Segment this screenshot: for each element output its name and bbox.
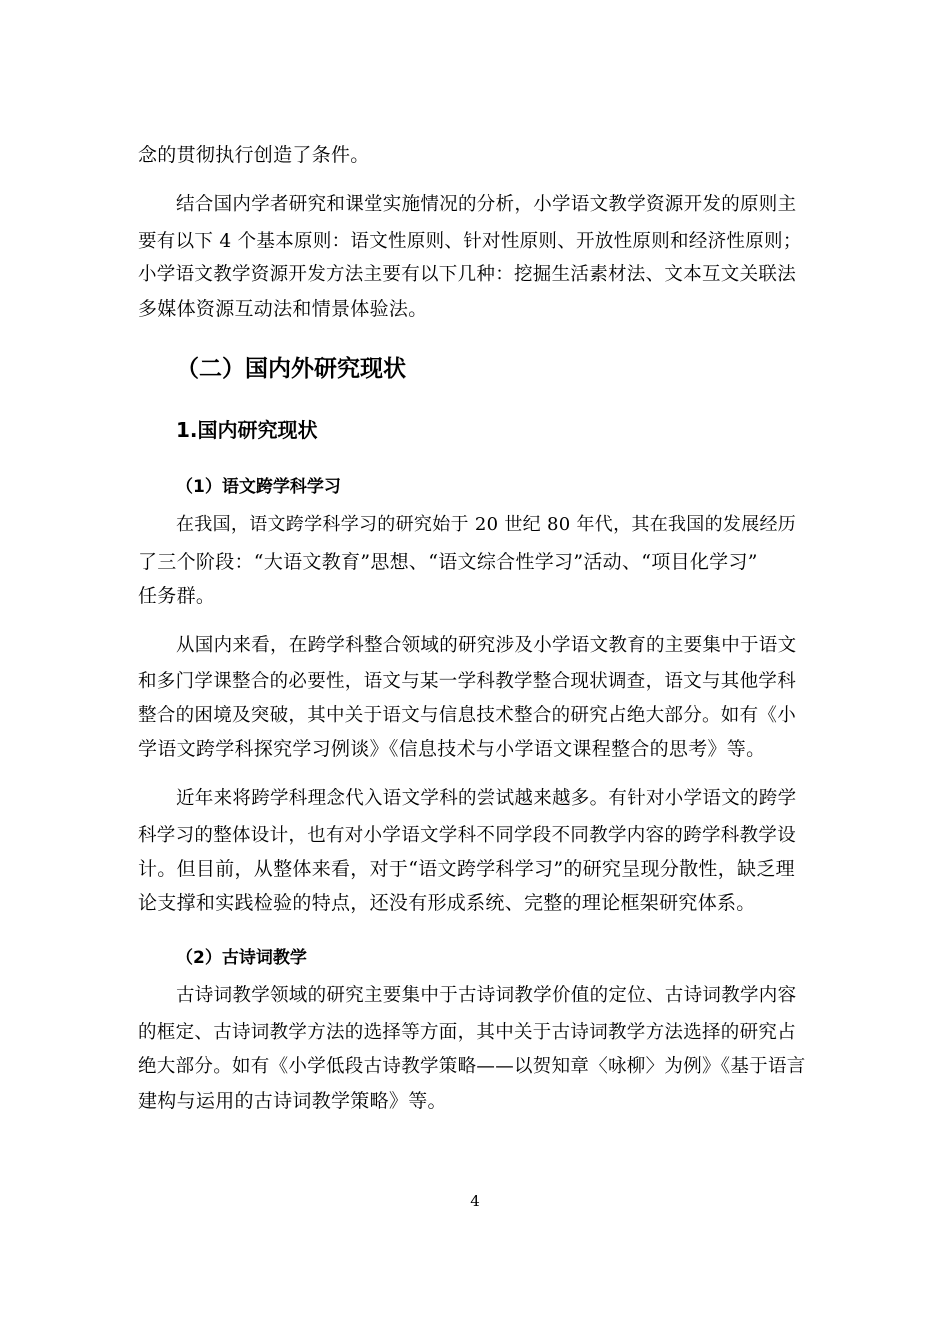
item-heading: （1）语文跨学科学习 (176, 477, 341, 497)
paragraph-line: 学语文跨学科探究学习例谈》《信息技术与小学语文课程整合的思考》等。 (138, 738, 766, 760)
page-number: 4 (470, 1192, 480, 1210)
paragraph-line: 建构与运用的古诗词教学策略》等。 (138, 1090, 447, 1112)
paragraph-line: 多媒体资源互动法和情景体验法。 (138, 298, 428, 320)
paragraph-line: 小学语文教学资源开发方法主要有以下几种：挖掘生活素材法、文本互文关联法 (138, 264, 797, 285)
paragraph-line: 绝大部分。如有《小学低段古诗教学策略——以贺知章〈咏柳〉为例》《基于语言 (138, 1056, 806, 1077)
paragraph-line: 和多门学课整合的必要性，语文与某一学科教学整合现状调查，语文与其他学科 (138, 671, 797, 692)
subsection-heading: 1.国内研究现状 (176, 418, 318, 442)
paragraph-line: 在我国，语文跨学科学习的研究始于 20 世纪 80 年代，其在我国的发展经历 (176, 514, 797, 535)
paragraph-line: 从国内来看，在跨学科整合领域的研究涉及小学语文教育的主要集中于语文 (176, 635, 797, 656)
paragraph-line: 了三个阶段：“大语文教育”思想、“语文综合性学习”活动、“项目化学习” (138, 551, 758, 573)
paragraph-line: 古诗词教学领域的研究主要集中于古诗词教学价值的定位、古诗词教学内容 (176, 985, 797, 1006)
paragraph-line: 念的贯彻执行创造了条件。 (138, 144, 370, 166)
paragraph-line: 任务群。 (138, 585, 216, 607)
paragraph-line: 科学习的整体设计，也有对小学语文学科不同学段不同教学内容的跨学科教学设 (138, 825, 797, 846)
paragraph-line: 近年来将跨学科理念代入语文学科的尝试越来越多。有针对小学语文的跨学 (176, 788, 797, 809)
paragraph-line: 要有以下 4 个基本原则：语文性原则、针对性原则、开放性原则和经济性原则； (138, 231, 802, 252)
section-heading: （二）国内外研究现状 (176, 356, 406, 382)
paragraph-line: 结合国内学者研究和课堂实施情况的分析，小学语文教学资源开发的原则主 (176, 194, 797, 215)
paragraph-line: 计。但目前，从整体来看，对于“语文跨学科学习”的研究呈现分散性，缺乏理 (138, 858, 795, 880)
paragraph-line: 整合的困境及突破，其中关于语文与信息技术整合的研究占绝大部分。如有《小 (138, 705, 797, 726)
paragraph-line: 论支撑和实践检验的特点，还没有形成系统、完整的理论框架研究体系。 (138, 892, 756, 914)
paragraph-line: 的框定、古诗词教学方法的选择等方面，其中关于古诗词教学方法选择的研究占 (138, 1022, 797, 1043)
item-heading: （2）古诗词教学 (176, 948, 307, 968)
